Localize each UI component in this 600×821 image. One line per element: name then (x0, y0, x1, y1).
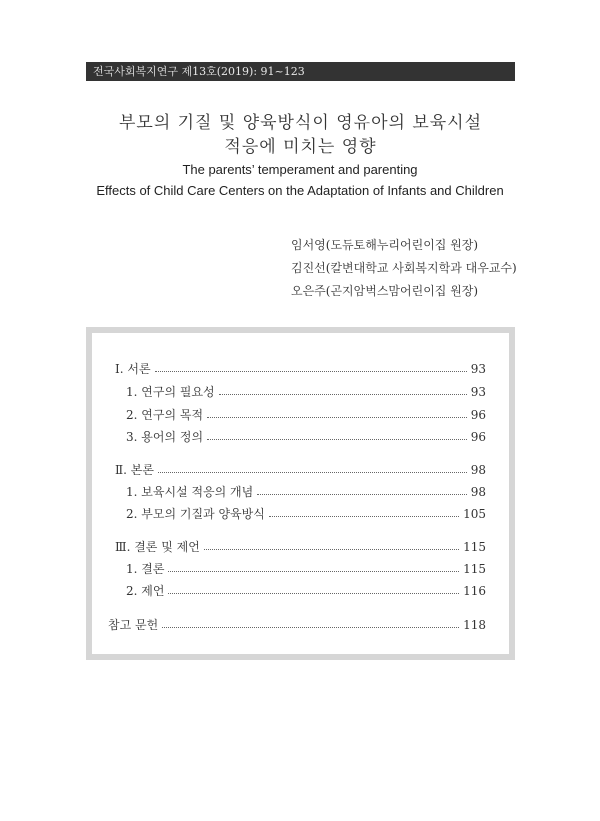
toc-entry-main-body (115, 462, 486, 478)
toc-label: 1. 보육시설 적응의 개념 (126, 485, 254, 499)
toc-page-number: 115 (463, 540, 486, 554)
toc-label: 3. 용어의 정의 (126, 430, 204, 444)
toc-label: 2. 부모의 기질과 양육방식 (126, 507, 265, 521)
toc-leader-dots (162, 617, 459, 628)
toc-label: Ⅰ. 서론 (115, 362, 151, 376)
journal-header: 전국사회복지연구 제13호(2019): 91~123 (86, 62, 515, 81)
toc-label: Ⅲ. 결론 및 제언 (115, 540, 200, 554)
toc-page-number: 93 (470, 362, 486, 376)
toc-inner-panel (92, 333, 509, 654)
toc-page-number: 93 (470, 385, 486, 399)
english-title-line-2: Effects of Child Care Centers on the Adaptation of Infants and Children (96, 183, 504, 198)
author-1: 임서영(도듀토해누리어린이집 원장) (291, 238, 479, 252)
korean-title-line-1: 부모의 기질 및 양육방식이 영유아의 보육시설 (118, 113, 483, 133)
toc-entry-conclusion (126, 561, 486, 577)
table-of-contents (86, 327, 515, 660)
toc-label: 참고 문헌 (108, 618, 159, 632)
toc-entry-definitions (126, 429, 486, 445)
toc-label: 1. 연구의 필요성 (126, 385, 215, 399)
toc-leader-dots (155, 361, 467, 372)
toc-entry-suggestion (126, 583, 486, 599)
toc-entry-necessity (126, 384, 486, 400)
author-3: 오은주(곤지암벅스맘어린이집 원장) (291, 284, 479, 298)
toc-label: 1. 결론 (126, 562, 165, 576)
toc-leader-dots (168, 583, 459, 594)
toc-page-number: 96 (470, 430, 486, 444)
toc-entry-introduction (115, 361, 486, 377)
toc-page-number: 98 (470, 463, 486, 477)
toc-entry-references (108, 617, 486, 633)
toc-leader-dots (269, 506, 459, 517)
toc-entry-purpose (126, 407, 486, 423)
toc-page-number: 98 (470, 485, 486, 499)
toc-page-number: 105 (463, 507, 486, 521)
korean-title-line-2: 적응에 미치는 영향 (224, 137, 377, 157)
toc-page-number: 96 (470, 408, 486, 422)
toc-label: 2. 제언 (126, 584, 165, 598)
toc-leader-dots (207, 429, 467, 440)
toc-leader-dots (168, 561, 459, 572)
toc-entry-temperament-parenting (126, 506, 486, 522)
toc-entry-adaptation-concept (126, 484, 486, 500)
toc-leader-dots (204, 539, 459, 550)
toc-page-number: 116 (463, 584, 486, 598)
toc-leader-dots (219, 384, 467, 395)
toc-label: 2. 연구의 목적 (126, 408, 204, 422)
toc-entry-conclusion-suggestion (115, 539, 486, 555)
toc-leader-dots (207, 407, 467, 418)
toc-leader-dots (158, 462, 467, 473)
author-2: 김진선(칼변대학교 사회복지학과 대우교수) (291, 261, 517, 275)
toc-leader-dots (257, 484, 466, 495)
english-title-line-1: The parents’ temperament and parenting (182, 162, 418, 177)
toc-page-number: 118 (463, 618, 486, 632)
toc-page-number: 115 (463, 562, 486, 576)
toc-label: Ⅱ. 본론 (115, 463, 154, 477)
